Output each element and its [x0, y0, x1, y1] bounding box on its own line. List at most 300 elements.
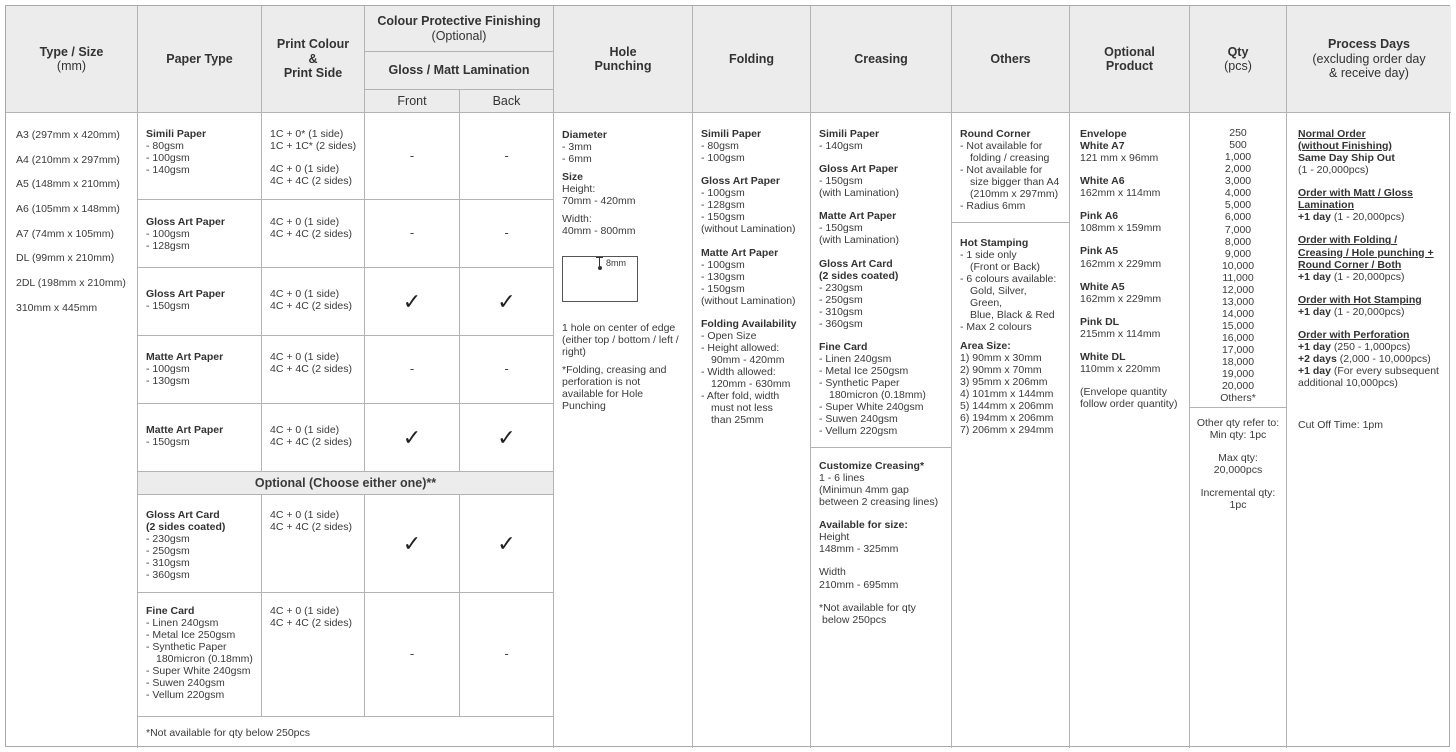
creasing-line: between 2 creasing lines) [819, 496, 939, 509]
back-row-6 [460, 495, 554, 593]
folding-line: (without Lamination) [701, 223, 796, 236]
paper-title: Gloss Art Paper [146, 288, 225, 300]
others-line: - Not available for [960, 164, 1043, 177]
others-area-line: 4) 101mm x 144mm [960, 387, 1054, 400]
process-heading: Order with Folding / [1298, 234, 1398, 247]
header-hole-punching [554, 6, 693, 113]
process-range: (250 - 1,000pcs) [1330, 340, 1411, 353]
print-row-6 [262, 495, 365, 593]
paper-title: Matte Art Paper [146, 351, 224, 363]
creasing-line: - 360gsm [819, 317, 863, 330]
creasing-note: below 250pcs [822, 613, 887, 626]
header-front-label: Front [397, 93, 427, 108]
paper-line: - Suwen 240gsm [146, 677, 225, 690]
others-area-line: 1) 90mm x 30mm [960, 351, 1042, 364]
folding-line: must not less [711, 402, 773, 415]
creasing-height-value: 148mm - 325mm [819, 543, 899, 556]
creasing-paper-cell [811, 113, 952, 448]
qty-notes-cell [1190, 408, 1287, 748]
creasing-line: - 310gsm [819, 305, 863, 318]
header-finishing-title: Colour Protective Finishing [377, 14, 541, 29]
creasing-line: - Linen 240gsm [819, 352, 892, 365]
paper-line: 180micron (0.18mm) [156, 653, 253, 666]
creasing-line: 1 - 6 lines [819, 472, 865, 485]
folding-line: - After fold, width [701, 390, 780, 403]
dash-mark: - [409, 147, 415, 163]
size-item: A4 (210mm x 297mm) [16, 153, 120, 166]
process-value: +2 days [1298, 352, 1337, 365]
folding-line: - 100gsm [701, 152, 745, 165]
back-row-7 [460, 593, 554, 717]
print-row-7 [262, 593, 365, 717]
qty-item: 8,000 [1224, 235, 1252, 248]
qty-item: 9,000 [1224, 247, 1252, 260]
product-title: Envelope [1080, 128, 1127, 140]
paper-line: - 360gsm [146, 569, 190, 582]
others-round-corner-cell [952, 113, 1070, 223]
process-range: (1 - 20,000pcs) [1330, 305, 1405, 318]
others-line: - 6 colours available: [960, 273, 1057, 286]
qty-note: Min qty: 1pc [1209, 429, 1267, 442]
folding-simili-title: Simili Paper [701, 128, 762, 140]
check-icon: ✓ [497, 424, 516, 450]
process-days-column [1287, 113, 1451, 748]
others-line: Blue, Black & Red [970, 309, 1055, 322]
creasing-line: - Suwen 240gsm [819, 413, 898, 426]
footnote-text: *Not available for qty below 250pcs [146, 727, 311, 739]
print-line: 4C + 4C (2 sides) [270, 521, 352, 534]
back-row-1 [460, 113, 554, 200]
paper-title-sub: (2 sides coated) [146, 521, 226, 534]
qty-note: Other qty refer to: [1196, 417, 1280, 429]
hole-height-label: Height: [562, 183, 596, 196]
creasing-fine-title: Fine Card [819, 340, 868, 353]
print-line: 4C + 0 (1 side) [270, 163, 340, 176]
hole-diagram-dot [598, 266, 602, 270]
process-heading: (without Finishing) [1298, 140, 1392, 153]
creasing-custom-title: Customize Creasing* [819, 460, 925, 472]
paper-line: - 80gsm [146, 140, 184, 153]
front-row-6 [365, 495, 460, 593]
paper-line: - 310gsm [146, 557, 190, 570]
product-title: White DL [1080, 350, 1126, 363]
process-range: (2,000 - 10,000pcs) [1336, 352, 1431, 365]
creasing-height-label: Height [819, 531, 850, 544]
header-process-days [1287, 6, 1451, 113]
folding-line: than 25mm [711, 414, 764, 427]
header-print-colour-line3: Print Side [283, 66, 343, 81]
folding-column [693, 113, 811, 748]
creasing-custom-cell [811, 448, 952, 748]
product-size: 162mm x 229mm [1080, 292, 1162, 305]
process-heading: Creasing / Hole punching + [1298, 246, 1434, 259]
others-line: (Front or Back) [970, 261, 1041, 274]
paper-line: - Synthetic Paper [146, 641, 227, 654]
header-creasing-label: Creasing [854, 51, 908, 66]
header-optional-line2: Product [1105, 59, 1154, 73]
product-title: Pink A6 [1080, 210, 1119, 223]
header-lamination [365, 52, 554, 90]
folding-line: - 150gsm [701, 211, 745, 224]
print-line: 4C + 4C (2 sides) [270, 228, 352, 241]
others-area-line: 7) 206mm x 294mm [960, 423, 1054, 436]
front-row-2 [365, 200, 460, 268]
size-item: A6 (105mm x 148mm) [16, 202, 120, 215]
process-range: (For every subsequent [1330, 365, 1439, 377]
front-row-5 [365, 404, 460, 472]
print-line: 4C + 0 (1 side) [270, 351, 340, 363]
process-value: +1 day [1298, 365, 1331, 377]
header-type-size-label: Type / Size [39, 44, 104, 59]
check-icon: ✓ [497, 288, 516, 314]
print-line: 4C + 4C (2 sides) [270, 300, 352, 313]
dash-mark: - [409, 646, 415, 662]
process-heading: Order with Matt / Gloss [1298, 187, 1413, 200]
front-row-7 [365, 593, 460, 717]
price-table [5, 5, 1450, 747]
others-area-line: 2) 90mm x 70mm [960, 363, 1042, 376]
print-line: 4C + 0 (1 side) [270, 288, 340, 300]
front-row-1 [365, 113, 460, 200]
optional-bar [138, 472, 554, 495]
qty-item: 18,000 [1221, 356, 1255, 369]
qty-list-cell [1190, 113, 1287, 408]
size-item: A5 (148mm x 210mm) [16, 178, 120, 191]
folding-gloss-title: Gloss Art Paper [701, 175, 780, 188]
header-finishing-optional: (Optional) [431, 28, 487, 43]
product-size: 108mm x 159mm [1080, 222, 1162, 235]
dash-mark: - [409, 225, 415, 241]
folding-line: - Height allowed: [701, 341, 780, 354]
header-qty [1190, 6, 1287, 113]
paper-line: - Vellum 220gsm [146, 689, 225, 702]
hole-size-title: Size [562, 171, 584, 184]
header-paper-type [138, 6, 262, 113]
header-type-size [6, 6, 138, 113]
print-line: 1C + 0* (1 side) [270, 128, 344, 140]
others-area-line: 3) 95mm x 206mm [960, 375, 1048, 388]
header-print-colour-line1: Print Colour [276, 37, 350, 52]
creasing-note: *Not available for qty [819, 601, 916, 614]
creasing-line: 180micron (0.18mm) [829, 389, 926, 402]
header-others-label: Others [990, 51, 1031, 66]
paper-line: - Metal Ice 250gsm [146, 629, 236, 642]
creasing-line: - 140gsm [819, 140, 863, 153]
qty-item: 7,000 [1224, 223, 1252, 236]
paper-line: - 150gsm [146, 300, 190, 313]
paper-title: Gloss Art Card [146, 509, 220, 521]
header-finishing [365, 6, 554, 52]
paper-line: - 100gsm [146, 363, 190, 376]
header-process-label: Process Days [1327, 37, 1410, 52]
header-others [952, 6, 1070, 113]
creasing-line: (with Lamination) [819, 187, 899, 200]
hole-diameter-title: Diameter [562, 129, 607, 141]
hole-note-1: 1 hole on center of edge (either top / bottom / left / right) [562, 321, 679, 358]
creasing-line: (with Lamination) [819, 234, 899, 247]
process-range: (1 - 20,000pcs) [1330, 270, 1405, 283]
product-title: Pink DL [1080, 315, 1120, 328]
paper-row-1 [138, 113, 262, 200]
paper-row-6 [138, 495, 262, 593]
creasing-card-title: Gloss Art Card [819, 257, 893, 270]
header-print-colour [262, 6, 365, 113]
product-size: 162mm x 114mm [1080, 187, 1161, 200]
qty-note: 1pc [1229, 499, 1247, 512]
qty-item: 17,000 [1221, 344, 1255, 357]
creasing-card-title-sub: (2 sides coated) [819, 269, 899, 282]
folding-line: - 128gsm [701, 199, 745, 212]
qty-item: 20,000 [1221, 380, 1255, 393]
paper-title: Fine Card [146, 605, 195, 617]
creasing-line: (Minimun 4mm gap [819, 484, 909, 497]
dash-mark: - [504, 225, 509, 241]
process-heading: Order with Perforation [1298, 328, 1410, 341]
folding-line: - 100gsm [701, 187, 745, 200]
qty-item: 2,000 [1224, 163, 1252, 176]
folding-line: 90mm - 420mm [711, 354, 785, 366]
header-qty-label: Qty [1227, 44, 1249, 59]
sizes-column [6, 113, 138, 748]
header-creasing [811, 6, 952, 113]
dash-mark: - [504, 361, 509, 377]
hole-height-value: 70mm - 420mm [562, 195, 636, 208]
creasing-line: - Super White 240gsm [819, 401, 924, 414]
paper-title: Matte Art Paper [146, 424, 224, 436]
product-size: 162mm x 229mm [1080, 257, 1162, 270]
paper-line: - 130gsm [146, 375, 190, 388]
others-hot-stamping-cell [952, 223, 1070, 748]
header-folding-label: Folding [728, 51, 775, 66]
creasing-line: - 250gsm [819, 293, 863, 306]
product-title: Pink A5 [1080, 245, 1119, 258]
header-optional-product [1070, 6, 1190, 113]
header-process-sub1: (excluding order day [1312, 51, 1426, 66]
hole-diameter-line: - 6mm [562, 153, 592, 166]
hole-diameter-line: - 3mm [562, 141, 592, 154]
print-line: 4C + 4C (2 sides) [270, 617, 352, 630]
header-back-label: Back [492, 93, 521, 108]
creasing-gloss-title: Gloss Art Paper [819, 163, 898, 176]
others-area-line: 6) 194mm x 206mm [960, 411, 1054, 424]
folding-line: - Open Size [701, 329, 757, 342]
front-row-4 [365, 336, 460, 404]
qty-item: 5,000 [1224, 199, 1252, 212]
creasing-line: - 150gsm [819, 222, 863, 235]
qty-item: 3,000 [1224, 175, 1252, 188]
header-hole-line1: Hole [609, 44, 637, 59]
paper-line: - 140gsm [146, 164, 190, 177]
paper-line: - 100gsm [146, 228, 190, 241]
product-note: follow order quantity) [1080, 398, 1178, 410]
back-row-3 [460, 268, 554, 336]
product-title: White A7 [1080, 140, 1125, 153]
others-line: (210mm x 297mm) [970, 188, 1059, 201]
hole-note-2: *Folding, creasing and perforation is not available for Hole Punching [562, 363, 667, 412]
print-row-1 [262, 113, 365, 200]
print-row-2 [262, 200, 365, 268]
header-folding [693, 6, 811, 113]
hole-width-label: Width: [562, 213, 592, 226]
creasing-avail-title: Available for size: [819, 519, 908, 532]
qty-item: 16,000 [1221, 332, 1255, 345]
header-lamination-label: Gloss / Matt Lamination [388, 63, 530, 78]
product-size: 110mm x 220mm [1080, 362, 1161, 375]
paper-row-2 [138, 200, 262, 268]
qty-note: 20,000pcs [1213, 464, 1263, 477]
back-row-2 [460, 200, 554, 268]
qty-item: 10,000 [1221, 259, 1255, 272]
process-value: +1 day [1298, 340, 1331, 353]
print-row-3 [262, 268, 365, 336]
header-process-sub2: & receive day) [1329, 66, 1409, 81]
paper-line: - Linen 240gsm [146, 617, 219, 630]
paper-row-5 [138, 404, 262, 472]
header-type-size-unit: (mm) [56, 59, 87, 73]
front-row-3 [365, 268, 460, 336]
qty-item: 12,000 [1221, 283, 1255, 296]
qty-item: 4,000 [1224, 187, 1252, 200]
size-item: A7 (74mm x 105mm) [16, 227, 115, 240]
paper-line: - 230gsm [146, 533, 190, 546]
size-item: A3 (297mm x 420mm) [16, 129, 120, 141]
process-value: +1 day [1298, 270, 1331, 283]
qty-item: 19,000 [1221, 368, 1255, 381]
process-heading: Normal Order [1298, 128, 1366, 140]
process-heading: Round Corner / Both [1298, 258, 1402, 271]
process-range: additional 10,000pcs) [1298, 377, 1398, 390]
product-size: 215mm x 114mm [1080, 327, 1161, 340]
print-line: 1C + 1C* (2 sides) [270, 140, 357, 153]
dash-mark: - [504, 646, 509, 662]
folding-avail-title: Folding Availability [701, 317, 797, 330]
print-row-4 [262, 336, 365, 404]
others-area-title: Area Size: [960, 339, 1011, 352]
optional-bar-label: Optional (Choose either one)** [254, 475, 437, 490]
others-line: - Not available for [960, 140, 1043, 153]
creasing-width-value: 210mm - 695mm [819, 578, 899, 591]
size-item: 310mm x 445mm [16, 301, 98, 314]
header-back [460, 90, 554, 113]
qty-note: Incremental qty: [1200, 487, 1276, 500]
back-row-4 [460, 336, 554, 404]
hole-width-value: 40mm - 800mm [562, 225, 636, 238]
qty-note: Max qty: [1218, 452, 1258, 465]
print-line: 4C + 0 (1 side) [270, 509, 340, 521]
folding-matte-title: Matte Art Paper [701, 246, 779, 259]
hole-punching-column [554, 113, 693, 748]
header-paper-type-label: Paper Type [166, 51, 233, 66]
folding-line: - Width allowed: [701, 366, 776, 379]
qty-item: 250 [1229, 127, 1247, 139]
folding-line: - 130gsm [701, 270, 745, 283]
paper-line: - 150gsm [146, 436, 190, 449]
qty-item: 11,000 [1222, 271, 1254, 284]
back-row-5 [460, 404, 554, 472]
hole-diagram-label: 8mm [606, 257, 626, 268]
process-range: (1 - 20,000pcs) [1298, 164, 1369, 177]
paper-title: Simili Paper [146, 128, 207, 140]
qty-item: 13,000 [1221, 295, 1255, 308]
qty-item: 500 [1229, 139, 1247, 152]
process-heading: Lamination [1298, 199, 1355, 212]
creasing-simili-title: Simili Paper [819, 128, 880, 140]
creasing-line: - Vellum 220gsm [819, 425, 898, 438]
paper-line: - 128gsm [146, 240, 190, 253]
print-line: 4C + 0 (1 side) [270, 216, 340, 228]
print-row-5 [262, 404, 365, 472]
paper-row-3 [138, 268, 262, 336]
process-range: (1 - 20,000pcs) [1330, 211, 1405, 224]
others-line: - 1 side only [960, 249, 1017, 262]
folding-line: - 80gsm [701, 140, 739, 153]
folding-line: - 150gsm [701, 282, 745, 295]
creasing-line: - 230gsm [819, 281, 863, 294]
check-icon: ✓ [402, 288, 422, 314]
others-area-line: 5) 144mm x 206mm [960, 399, 1054, 412]
paper-line: - Super White 240gsm [146, 665, 251, 678]
others-hot-title: Hot Stamping [960, 237, 1029, 249]
others-line: - Max 2 colours [960, 321, 1032, 334]
print-line: 4C + 0 (1 side) [270, 424, 340, 436]
folding-line: 120mm - 630mm [711, 378, 791, 391]
process-heading: Order with Hot Stamping [1298, 293, 1422, 306]
creasing-line: - Synthetic Paper [819, 377, 900, 390]
header-hole-line2: Punching [594, 59, 652, 73]
product-title: White A5 [1080, 280, 1125, 293]
paper-line: - 250gsm [146, 545, 190, 558]
creasing-line: - Metal Ice 250gsm [819, 365, 909, 377]
print-line: 4C + 4C (2 sides) [270, 363, 352, 376]
others-line: folding / creasing [970, 152, 1050, 165]
optional-product-column [1070, 113, 1190, 748]
header-print-colour-line2: & [308, 51, 318, 66]
size-item: DL (99mm x 210mm) [16, 252, 115, 265]
qty-item: Others* [1220, 392, 1256, 405]
qty-item: 15,000 [1221, 320, 1255, 332]
creasing-line: - 150gsm [819, 175, 863, 188]
qty-item: 6,000 [1224, 211, 1252, 224]
others-line: Gold, Silver, Green, [970, 285, 1027, 310]
qty-item: 1,000 [1224, 151, 1252, 164]
creasing-width-label: Width [819, 566, 846, 579]
check-icon: ✓ [497, 530, 516, 556]
header-optional-line1: Optional [1104, 44, 1155, 59]
others-round-title: Round Corner [960, 128, 1031, 140]
print-line: 4C + 4C (2 sides) [270, 175, 352, 188]
paper-title: Gloss Art Paper [146, 216, 225, 228]
qty-item: 14,000 [1221, 307, 1255, 320]
process-value: +1 day [1298, 211, 1331, 224]
process-value: Same Day Ship Out [1298, 152, 1395, 165]
folding-line: (without Lamination) [701, 294, 796, 307]
paper-row-4 [138, 336, 262, 404]
paper-row-7 [138, 593, 262, 717]
creasing-matte-title: Matte Art Paper [819, 210, 897, 223]
product-title: White A6 [1080, 175, 1125, 188]
process-cutoff: Cut Off Time: 1pm [1298, 419, 1383, 432]
others-line: size bigger than A4 [970, 176, 1060, 189]
check-icon: ✓ [402, 530, 422, 556]
hole-diagram [562, 256, 638, 302]
process-value: +1 day [1298, 305, 1331, 318]
check-icon: ✓ [402, 424, 422, 450]
header-qty-unit: (pcs) [1224, 59, 1252, 73]
paper-line: - 100gsm [146, 152, 190, 165]
product-note: (Envelope quantity [1080, 385, 1167, 398]
dash-mark: - [504, 147, 509, 163]
footnote [138, 717, 554, 748]
